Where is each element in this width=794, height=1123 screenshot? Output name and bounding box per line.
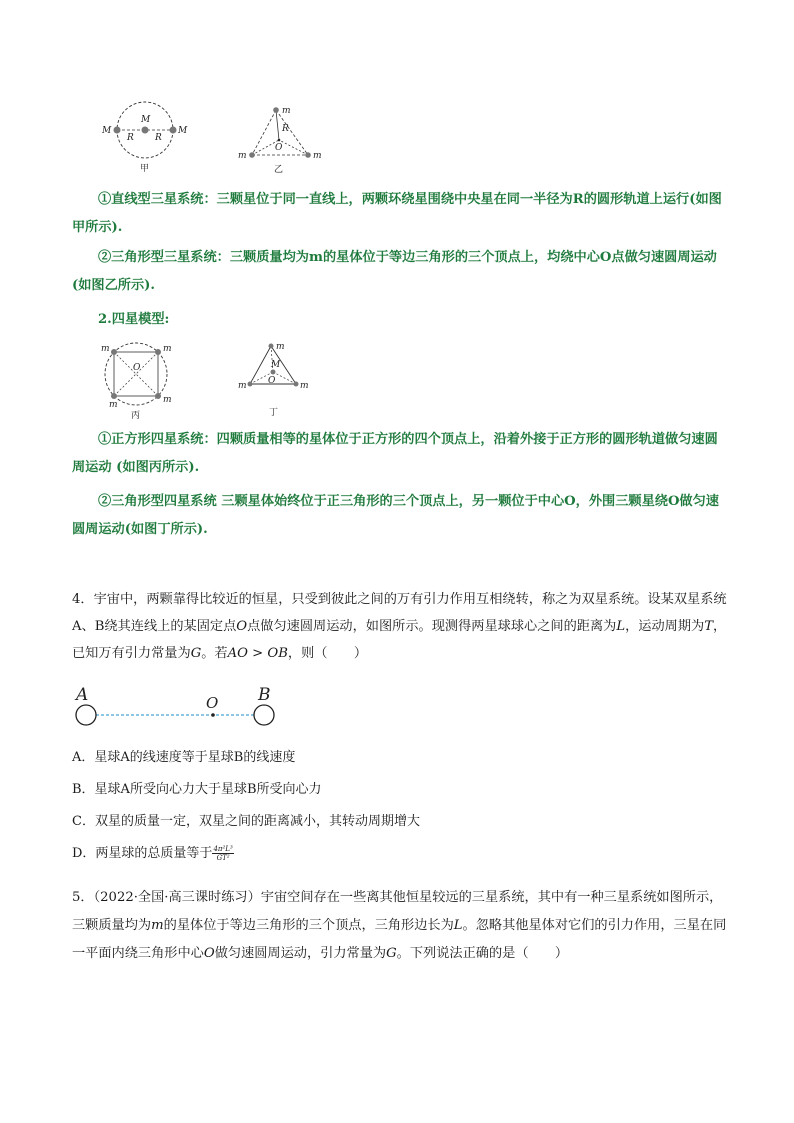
label-m-top: m [282, 106, 291, 116]
label-m-left: m [238, 381, 247, 391]
figure-yi [238, 104, 338, 179]
label-B: B [258, 685, 271, 705]
caption-yi: 乙 [274, 165, 284, 175]
label-A: A [76, 685, 89, 705]
caption-jia: 甲 [140, 164, 150, 174]
label-m-left: m [238, 151, 247, 161]
label-m1: m [101, 344, 110, 354]
figure-jia [100, 100, 200, 175]
option-A[interactable]: A．星球A的线速度等于星球B的线速度 [72, 750, 296, 765]
figure-bing [100, 340, 180, 420]
label-m4: m [163, 395, 172, 405]
label-M-center: M [141, 115, 151, 125]
figure-q4-binary [72, 684, 292, 730]
label-M-left: M [102, 126, 112, 136]
label-m-top: m [276, 342, 285, 352]
label-O: O [275, 143, 283, 153]
caption-ding: 丁 [269, 408, 279, 418]
option-C[interactable]: C．双星的质量一定，双星之间的距离减小，其转动周期增大 [72, 814, 420, 829]
option-B[interactable]: B．星球A所受向心力大于星球B所受向心力 [72, 782, 322, 797]
triangle-four-star-text: ②三角形型四星系统 三颗星体始终位于正三角形的三个顶点上，另一颗位于中心O，外围三颗星绕O做匀速圆周运动(如图丁所示). [72, 494, 719, 537]
star-left [114, 127, 121, 134]
label-R1: R [127, 133, 134, 143]
label-R: R [282, 124, 289, 134]
label-O: O [133, 363, 141, 373]
label-m3: m [109, 400, 118, 410]
label-O: O [206, 694, 219, 712]
star-right [170, 127, 177, 134]
fraction-total-mass: $\frac{\text{4π²L³}}{\text{GT²}}$ [213, 845, 233, 862]
square-four-star-text: ①正方形四星系统：四颗质量相等的星体位于正方形的四个顶点上，沿着外接于正方形的圆形轨道做匀速圆周运动 (如图丙所示). [72, 432, 718, 475]
star-center [142, 127, 149, 134]
linear-three-star-text: ①直线型三星系统：三颗星位于同一直线上，两颗环绕星围绕中央星在同一半径为R的圆形轨道上运行(如图甲所示). [72, 192, 722, 235]
figure-ding [238, 340, 328, 420]
option-D[interactable]: D．两星球的总质量等于 $\frac{\text{4π²L³}}{\text{GT²}}$ [72, 845, 233, 862]
label-R2: R [155, 133, 162, 143]
question-5-text: 5．（2022·全国·高三课时练习）宇宙空间存在一些离其他恒星较远的三星系统，其中有一种三星系统如图所示，三颗质量均为m的星体位于等边三角形的三个顶点，三角形边长为L。忽略其他星体对它们的引力作用，三星在同一平面内绕三角形中心O做匀速圆周运动，引力常量为G。下列说法正确的是（ ） [72, 890, 727, 961]
label-M: M [271, 360, 281, 370]
four-star-heading: 2.四星模型: [98, 312, 170, 327]
condition-ao-gt-ob: AO > OB [227, 646, 288, 661]
triangle-three-star-text: ②三角形型三星系统：三颗质量均为m的星体位于等边三角形的三个顶点上，均绕中心O点做匀速圆周运动(如图乙所示). [72, 250, 717, 293]
label-m-right: m [313, 151, 322, 161]
label-m2: m [163, 344, 172, 354]
label-O: O [268, 376, 276, 386]
question-4-text: 4．宇宙中，两颗靠得比较近的恒星，只受到彼此之间的万有引力作用互相绕转，称之为双星系统。设某双星系统A、B绕其连线上的某固定点O点做匀速圆周运动，如图所示。现测得两星球球心之间的距离为L，运动周期为T，已知万有引力常量为G。若AO > OB，则（ ） [72, 592, 727, 661]
label-M-right: M [178, 126, 188, 136]
label-m-right: m [300, 381, 309, 391]
caption-bing: 丙 [131, 411, 141, 421]
